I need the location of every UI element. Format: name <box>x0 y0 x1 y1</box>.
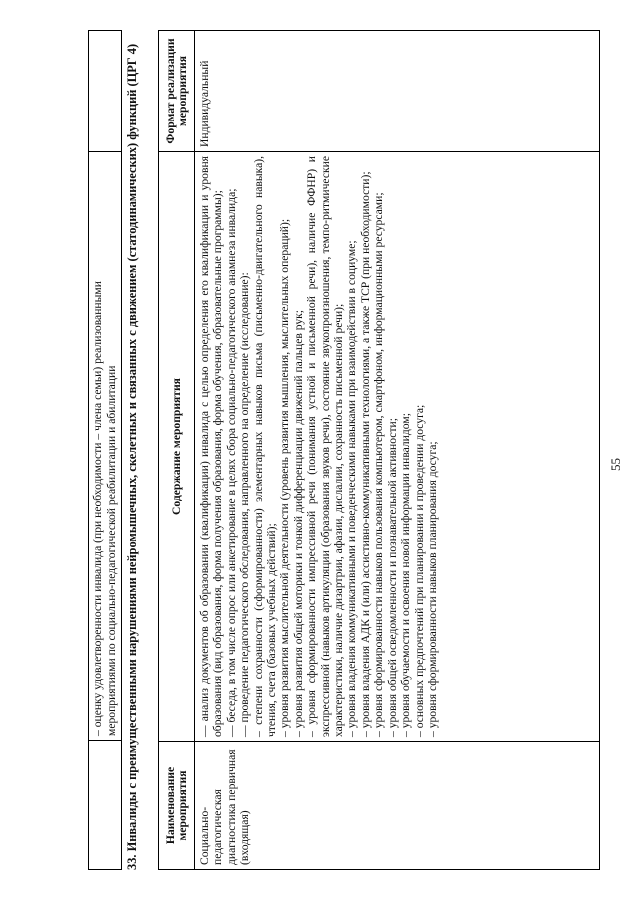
section-title: 33. Инвалиды с преимущественными нарушениями нейромышечных, скелетных и связанных с движением (статодинамических) функций (ЦРГ 4) <box>125 43 139 870</box>
content-item: — анализ документов об образовании (квалификации) инвалида с целью определения его квалификации и уровня образования (вид образования, форма получения образования, форма обучения, образовательные программы); <box>198 156 225 737</box>
content-item: — проведение педагогического обследования, направленного на определение (исследование): <box>238 272 252 737</box>
content-item: – уровня общей осведомленности и познавательной активности; <box>385 418 399 737</box>
content-item: – уровня развития общей моторики и тонкой дифференциации движений пальцев рук; <box>291 309 305 737</box>
measures-table <box>158 30 600 870</box>
header-measure-content: Содержание мероприятия <box>159 151 195 741</box>
fragment-empty-cell <box>89 740 121 869</box>
content-item: — беседа, в том числе опрос или анкетирование в целях сбора социально-педагогического анамнеза инвалида; <box>224 188 238 737</box>
measure-content-cell <box>195 151 599 741</box>
content-item: – уровня развития мыслительной деятельности (уровень развития мышления, мыслительных операций); <box>278 218 292 737</box>
measure-name-cell: Социально-педагогическая диагностика первичная (входящая) <box>195 741 599 869</box>
fragment-line: мероприятиями по социально-педагогической реабилитации и абилитации <box>105 365 118 736</box>
content-item: – уровня сформированности навыков пользования компьютером, смартфоном, информационными ресурсами; <box>372 192 386 737</box>
content-item: – основных предпочтений при планировании и проведении досуга; <box>412 404 426 737</box>
content-item: – степени сохранности (сформированности) элементарных навыков письма (письменно-двигательного навыка), чтения, счета (базовых учебных действий); <box>251 156 279 737</box>
format-cell: Индивидуальный <box>198 60 211 147</box>
header-measure-name: Наименование мероприятия <box>159 741 195 869</box>
fragment-content-cell <box>89 151 121 741</box>
page-number: 55 <box>608 458 623 471</box>
header-format: Формат реализации мероприятия <box>159 31 195 151</box>
content-item: – уровня обучаемости и освоения новой информации инвалидом; <box>399 413 413 737</box>
fragment-line: – оценку удовлетворенности инвалида (при необходимости – члена семьи) реализованными <box>91 281 104 736</box>
continued-table-fragment <box>88 30 122 870</box>
content-item: – уровня сформированности навыков планирования досуга; <box>425 441 439 737</box>
content-item: – уровня владения коммуникативными и поведенческими навыками при взаимодействии в социуме; <box>345 240 359 737</box>
content-item: – уровня сформированности импрессивной речи (понимания устной и письменной речи), наличие ФФНР) и экспрессивной (навыков артикуляции (образования звуков речи), состояние звукопроизношения, темпо-ритмические характеристики, наличие дизартрии, афазии, дислалии, сохранность письменной речи); <box>305 156 346 737</box>
content-item: – уровня владения АДК и (или) ассистивно-коммуникативными технологиями, а также ТСР (при необходимости); <box>358 171 372 737</box>
